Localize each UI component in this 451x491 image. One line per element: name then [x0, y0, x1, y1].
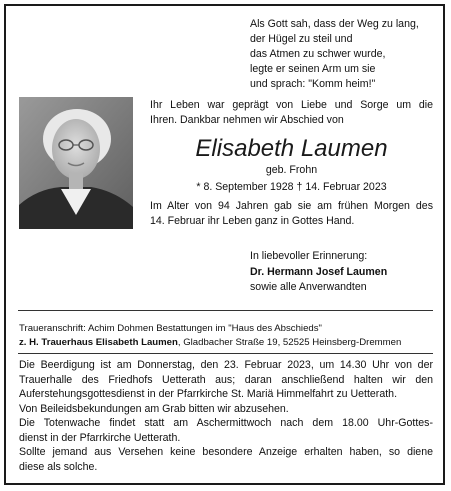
- details-line: Auferstehungsgottesdienst in der Pfarrkirche St. Mariä Himmelfahrt zu Uetterath.: [19, 388, 398, 400]
- poem-line: der Hügel zu steil und: [250, 33, 353, 45]
- divider: [18, 310, 433, 311]
- portrait-photo: [19, 97, 133, 229]
- details-line: Sollte jemand aus Versehen keine besondere Anzeige erhalten haben, so diene: [19, 446, 433, 458]
- poem-line: das Atmen zu schwer wurde,: [250, 48, 386, 60]
- poem-line: legte er seinen Arm um sie: [250, 63, 376, 75]
- intro-line: Ihren. Dankbar nehmen wir Abschied von: [150, 113, 344, 126]
- poem-line: und sprach: "Komm heim!": [250, 78, 376, 90]
- memory-heading: In liebevoller Erinnerung:: [250, 250, 368, 262]
- age-line: 14. Februar ihr Leben ganz in Gottes Hand.: [150, 214, 355, 227]
- portrait-photo-image: [19, 97, 133, 229]
- age-text: [150, 199, 433, 228]
- life-dates: * 8. September 1928 † 14. Februar 2023: [196, 181, 387, 193]
- memory-block: [250, 249, 387, 296]
- poem: [250, 17, 419, 92]
- funeral-details: [19, 358, 433, 474]
- divider: [18, 353, 433, 354]
- address-recipient: z. H. Trauerhaus Elisabeth Laumen: [19, 337, 178, 348]
- details-line: diese als solche.: [19, 460, 98, 473]
- details-line: Die Totenwache findet statt am Aschermittwoch nach dem 18.00 Uhr-Gottes-: [19, 417, 433, 429]
- relatives-line: sowie alle Anverwandten: [250, 281, 367, 293]
- intro-text: [150, 98, 433, 127]
- age-line: Im Alter von 94 Jahren gab sie am frühen Morgen des: [150, 200, 433, 212]
- details-line: Die Beerdigung ist am Donnerstag, den 23. Februar 2023, um 14.30 Uhr von der: [19, 359, 433, 371]
- details-line: dienst in der Pfarrkirche Uetterath.: [19, 431, 181, 444]
- address-line: [19, 336, 401, 350]
- details-line: Von Beileidsbekundungen am Grab bitten wir abzusehen.: [19, 402, 289, 415]
- address-line: Traueranschrift: Achim Dohmen Bestattungen im "Haus des Abschieds": [19, 323, 322, 334]
- poem-line: Als Gott sah, dass der Weg zu lang,: [250, 18, 419, 30]
- signer-name: Dr. Hermann Josef Laumen: [250, 265, 388, 278]
- address-street: , Gladbacher Straße 19, 52525 Heinsberg-Dremmen: [177, 337, 402, 348]
- details-line: Trauerhalle des Friedhofs Uetterath aus; daran anschließend halten wir den: [19, 373, 433, 386]
- deceased-name: Elisabeth Laumen: [195, 135, 388, 162]
- intro-line: Ihr Leben war geprägt von Liebe und Sorge um die: [150, 99, 433, 111]
- mourning-address: [19, 322, 401, 350]
- birth-name: geb. Frohn: [265, 164, 318, 176]
